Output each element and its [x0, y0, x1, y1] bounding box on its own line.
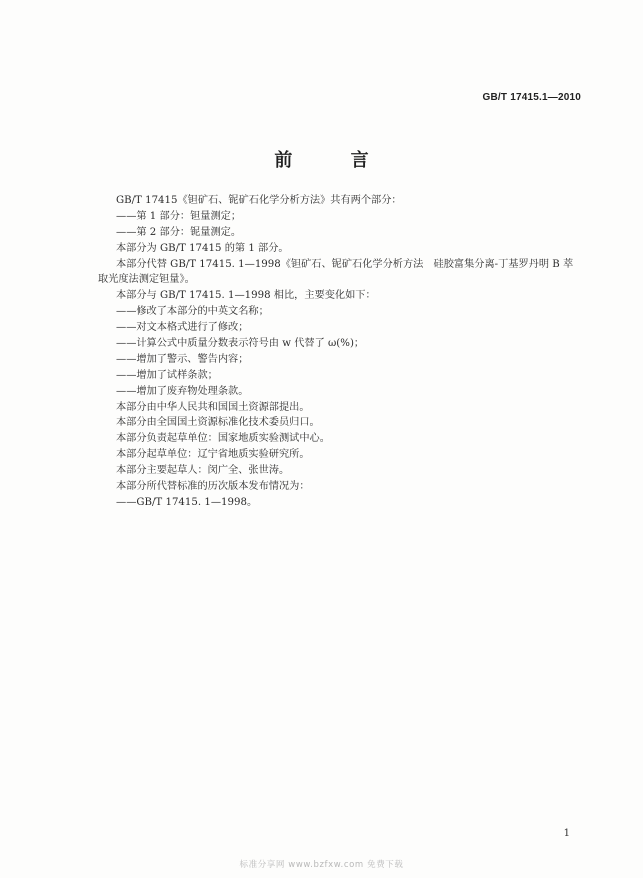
paragraph-line: 本部分为 GB/T 17415 的第 1 部分。: [116, 242, 289, 254]
list-item: ——第 1 部分：钽量测定；: [116, 210, 242, 222]
paragraph-line: 本部分所代替标准的历次版本发布情况为：: [116, 481, 310, 493]
paragraph-line: 本部分负责起草单位：国家地质实验测试中心。: [116, 433, 330, 445]
list-item: ——GB/T 17415. 1—1998。: [116, 496, 258, 508]
paragraph-line: 本部分主要起草人：闵广全、张世涛。: [116, 465, 290, 477]
paragraph-line: 本部分由中华人民共和国国土资源部提出。: [116, 401, 310, 413]
paragraph-line: GB/T 17415《钽矿石、铌矿石化学分析方法》共有两个部分：: [116, 195, 402, 206]
paragraph-line: 本部分与 GB/T 17415. 1—1998 相比，主要变化如下：: [116, 290, 376, 302]
list-item: ——增加了废弃物处理条款。: [116, 385, 249, 397]
list-item: ——增加了试样条款；: [116, 369, 218, 381]
paragraph-line-continuation: 取光度法测定钽量》。: [98, 274, 195, 286]
list-item: ——第 2 部分：铌量测定。: [116, 226, 242, 238]
standard-code: GB/T 17415.1—2010: [482, 92, 581, 103]
list-item: ——修改了本部分的中英文名称；: [116, 306, 269, 318]
paragraph-line: 本部分代替 GB/T 17415. 1—1998《钽矿石、铌矿石化学分析方法 硅胶富集分离-丁基罗丹明 B 萃: [116, 258, 574, 270]
list-item: ——增加了警示、警告内容；: [116, 353, 249, 365]
watermark: 标准分享网 www.bzfxw.com 免费下载: [239, 860, 404, 870]
paragraph-line: 本部分由全国国土资源标准化技术委员归口。: [116, 417, 320, 429]
list-item: ——计算公式中质量分数表示符号由 w 代替了 ω(%)；: [116, 338, 365, 350]
paragraph-line: 本部分起草单位：辽宁省地质实验研究所。: [116, 449, 310, 461]
list-item: ——对文本格式进行了修改；: [116, 322, 249, 334]
page-number: 1: [563, 828, 570, 839]
page-title: 前 言: [274, 150, 395, 171]
foreword-body: [98, 193, 586, 511]
